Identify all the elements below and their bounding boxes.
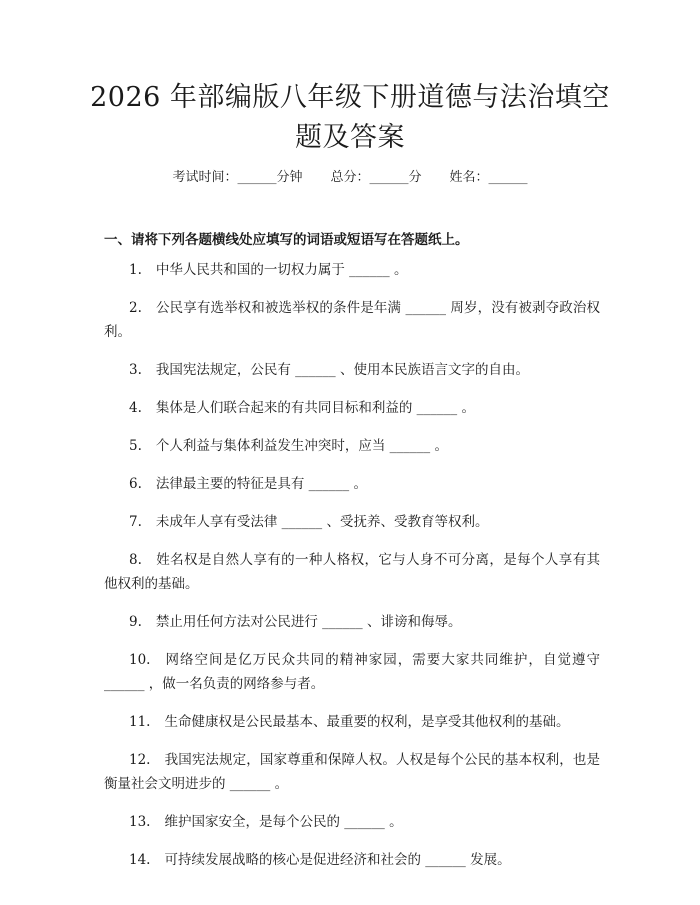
question-item (104, 258, 600, 282)
question-item (104, 396, 600, 420)
question-text: 我国宪法规定，国家尊重和保障人权。人权是每个公民的基本权利，也是衡量社会文明进步的 ______ 。 (104, 752, 600, 792)
name-label: 姓名：______ (449, 170, 528, 185)
question-number: 11. (129, 714, 151, 730)
question-number: 1. (129, 262, 142, 278)
section-heading: 一、请将下列各题横线处应填写的词语或短语写在答题纸上。 (104, 232, 469, 248)
question-number: 6. (129, 476, 142, 492)
question-number: 13. (129, 814, 151, 830)
question-number: 14. (129, 852, 151, 868)
question-text: 网络空间是亿万民众共同的精神家园，需要大家共同维护，自觉遵守 ______ ，做一名负责的网络参与者。 (104, 652, 600, 692)
question-text: 生命健康权是公民最基本、最重要的权利，是享受其他权利的基础。 (164, 714, 570, 730)
question-list (104, 258, 600, 886)
question-item (104, 848, 600, 872)
question-text: 集体是人们联合起来的有共同目标和利益的 ______ 。 (155, 400, 475, 416)
question-number: 2. (129, 300, 142, 316)
question-text: 可持续发展战略的核心是促进经济和社会的 ______ 发展。 (164, 852, 511, 868)
question-number: 8. (129, 552, 142, 568)
question-text: 维护国家安全，是每个公民的 ______ 。 (164, 814, 403, 830)
question-item (104, 748, 600, 796)
question-number: 9. (129, 614, 142, 630)
exam-time-label: 考试时间：______分钟 (172, 170, 303, 185)
total-score-label: 总分：______分 (330, 170, 422, 185)
question-text: 个人利益与集体利益发生冲突时，应当 ______ 。 (155, 438, 448, 454)
question-number: 7. (129, 514, 142, 530)
question-item (104, 472, 600, 496)
question-item (104, 358, 600, 382)
question-number: 10. (129, 652, 151, 668)
question-number: 5. (129, 438, 142, 454)
question-text: 未成年人享有受法律 ______ 、受抚养、受教育等权利。 (155, 514, 489, 530)
question-text: 我国宪法规定，公民有 ______ 、使用本民族语言文字的自由。 (155, 362, 529, 378)
question-item (104, 610, 600, 634)
question-text: 禁止用任何方法对公民进行 ______ 、诽谤和侮辱。 (155, 614, 462, 630)
exam-info-line (0, 168, 700, 188)
document-title: 2026 年部编版八年级下册道德与法治填空题及答案 (90, 82, 610, 153)
question-text: 姓名权是自然人享有的一种人格权，它与人身不可分离，是每个人享有其他权利的基础。 (104, 552, 600, 592)
question-text: 公民享有选举权和被选举权的条件是年满 ______ 周岁，没有被剥夺政治权利。 (104, 300, 600, 340)
question-item (104, 434, 600, 458)
question-item (104, 296, 600, 344)
question-item (104, 710, 600, 734)
question-item (104, 548, 600, 596)
question-item (104, 510, 600, 534)
question-item (104, 810, 600, 834)
question-number: 3. (129, 362, 142, 378)
question-text: 中华人民共和国的一切权力属于 ______ 。 (155, 262, 408, 278)
question-item (104, 648, 600, 696)
question-text: 法律最主要的特征是具有 ______ 。 (155, 476, 367, 492)
question-number: 12. (129, 752, 151, 768)
question-number: 4. (129, 400, 142, 416)
